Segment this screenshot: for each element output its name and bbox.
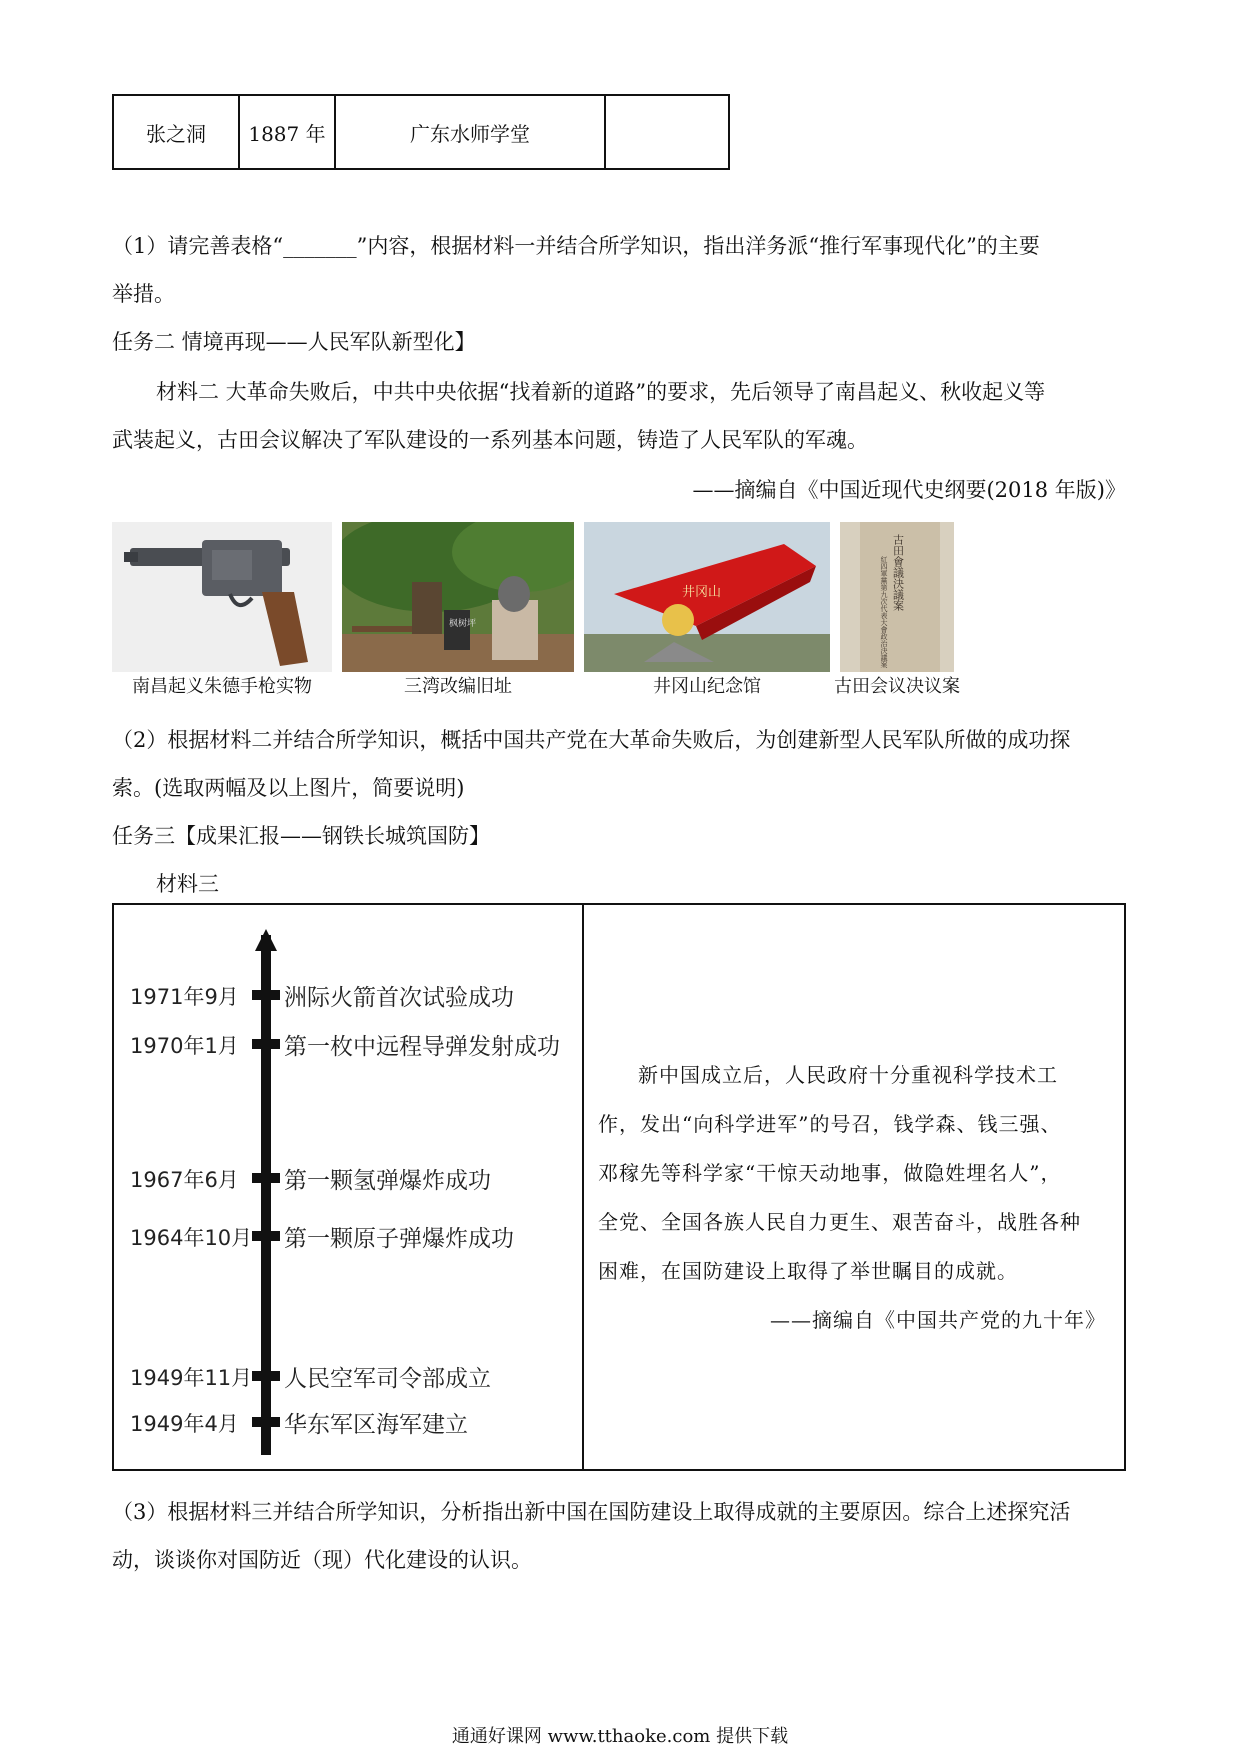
timeline-event: 第一颗氢弹爆炸成功 — [284, 1168, 491, 1194]
material3-text-line: 邓稼先等科学家“干惊天动地事，做隐姓埋名人”， — [598, 1161, 1062, 1185]
table-cell-person: 张之洞 — [113, 95, 239, 169]
timeline-tick — [252, 1417, 280, 1427]
material2-source: ——摘编自《中国近现代史纲要(2018 年版)》 — [692, 478, 1126, 502]
timeline-event: 第一枚中远程导弹发射成功 — [284, 1034, 560, 1060]
table-cell-blank — [605, 95, 729, 169]
sanwan-sign-text: 枫树坪 — [449, 619, 477, 629]
table-row — [113, 95, 729, 169]
q2-line2: 索。(选取两幅及以上图片，简要说明) — [112, 776, 465, 800]
gutian-doc-subtitle: 紅四軍黨第九次代表大會政治決議案 — [880, 556, 888, 668]
q1-line1: （1）请完善表格“_______”内容，根据材料一并结合所学知识，指出洋务派“推行军事现代化”的主要 — [112, 234, 1040, 258]
box-divider — [582, 905, 584, 1469]
material3-text — [598, 1051, 1110, 1345]
material3-text-line: 困难，在国防建设上取得了举世瞩目的成就。 — [598, 1259, 1018, 1283]
material2-line2: 武装起义，古田会议解决了军队建设的一系列基本问题，铸造了人民军队的军魂。 — [112, 428, 868, 452]
timeline-date: 1964年10月 — [130, 1226, 253, 1250]
timeline-event: 人民空军司令部成立 — [284, 1366, 491, 1392]
timeline-tick — [252, 990, 280, 1000]
task3-title: 任务三【成果汇报——钢铁长城筑国防】 — [112, 824, 490, 848]
caption-gutian: 古田会议决议案 — [834, 676, 960, 697]
timeline-tick — [252, 1173, 280, 1183]
page-footer: 通通好课网 www.tthaoke.com 提供下载 — [451, 1726, 789, 1747]
material3-box — [112, 903, 1126, 1471]
timeline-date: 1949年11月 — [130, 1366, 253, 1390]
material3-source: ——摘编自《中国共产党的九十年》 — [770, 1308, 1106, 1332]
table-cell-school: 广东水师学堂 — [335, 95, 605, 169]
jinggangshan-sign-text: 井冈山 — [682, 585, 722, 600]
caption-jinggangshan: 井冈山纪念馆 — [653, 676, 761, 697]
timeline-date: 1967年6月 — [130, 1168, 239, 1192]
timeline-event: 第一颗原子弹爆炸成功 — [284, 1226, 514, 1252]
timeline-date: 1949年4月 — [130, 1412, 239, 1436]
caption-sanwan: 三湾改编旧址 — [404, 676, 512, 697]
material2-line1: 材料二 大革命失败后，中共中央依据“找着新的道路”的要求，先后领导了南昌起义、秋收起义等 — [156, 380, 1046, 404]
jinggangshan-image — [584, 522, 830, 672]
timeline-tick — [252, 1231, 280, 1241]
gutian-doc-title: 古田會議決議案 — [891, 534, 905, 611]
q3-line1: （3）根据材料三并结合所学知识，分析指出新中国在国防建设上取得成就的主要原因。综合上述探究活 — [112, 1500, 1071, 1524]
q1-line2: 举措。 — [112, 282, 175, 306]
material3-text-line: 新中国成立后，人民政府十分重视科学技术工 — [638, 1063, 1058, 1087]
q2-line1: （2）根据材料二并结合所学知识，概括中国共产党在大革命失败后，为创建新型人民军队所做的成功探 — [112, 728, 1071, 752]
sanwan-image — [342, 522, 574, 672]
timeline-tick — [252, 1371, 280, 1381]
timeline-date: 1970年1月 — [130, 1034, 239, 1058]
caption-pistol: 南昌起义朱德手枪实物 — [132, 676, 312, 697]
table-cell-year: 1887 年 — [239, 95, 335, 169]
task2-title: 任务二 情境再现——人民军队新型化】 — [112, 330, 476, 354]
timeline-event: 洲际火箭首次试验成功 — [284, 985, 514, 1011]
material3-label: 材料三 — [156, 872, 219, 896]
q3-line2: 动，谈谈你对国防近（现）代化建设的认识。 — [112, 1548, 532, 1572]
timeline-date: 1971年9月 — [130, 985, 239, 1009]
timeline-event: 华东军区海军建立 — [284, 1412, 468, 1438]
material3-text-line: 作，发出“向科学进军”的号召，钱学森、钱三强、 — [598, 1112, 1062, 1136]
school-table — [112, 94, 730, 170]
timeline-tick — [252, 1039, 280, 1049]
material3-text-line: 全党、全国各族人民自力更生、艰苦奋斗，战胜各种 — [598, 1210, 1081, 1234]
pistol-image — [112, 522, 332, 672]
gutian-document-image — [840, 522, 954, 672]
